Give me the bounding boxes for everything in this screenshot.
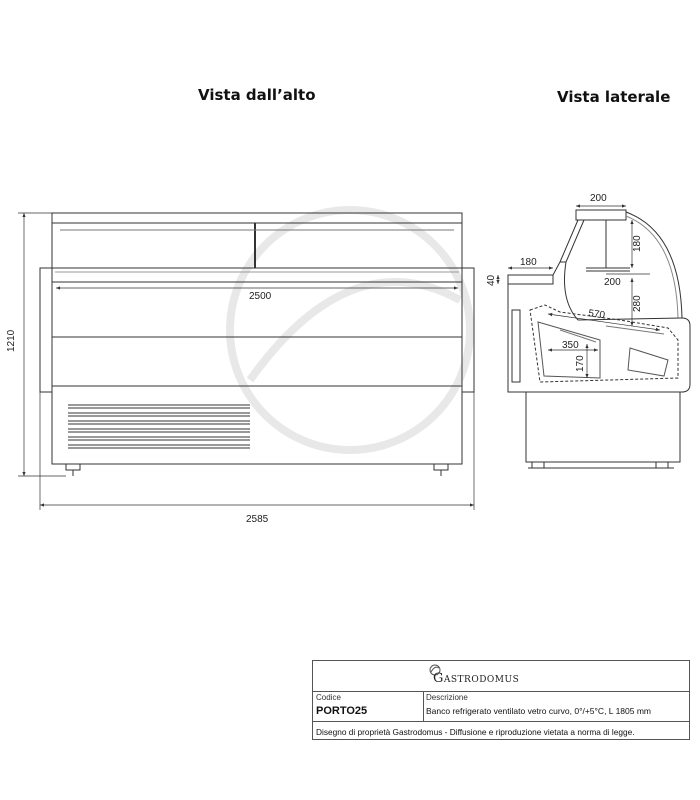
front-base-lower (52, 386, 462, 464)
dim-side-glass-height: 280 (632, 295, 643, 312)
side-view-title: Vista laterale (557, 88, 671, 106)
title-block-info-row (313, 691, 689, 722)
dim-side-shelf-height: 180 (632, 235, 643, 252)
side-top-shelf (576, 210, 626, 220)
front-foot-left (66, 464, 80, 470)
description-value: Banco refrigerato ventilato vetro curvo, 0°/+5°C, L 1805 mm (426, 706, 651, 716)
code-value: PORTO25 (316, 705, 368, 717)
dim-side-shelf-depth: 200 (604, 277, 621, 288)
dim-side-top-shelf: 200 (590, 193, 607, 204)
front-dimensions (18, 213, 474, 510)
front-foot-right (434, 464, 448, 470)
dim-side-worktop-depth: 180 (520, 257, 537, 268)
description-label: Descrizione (426, 693, 468, 702)
dim-side-display-depth: 570 (587, 308, 606, 322)
code-label: Codice (316, 693, 341, 702)
dim-front-overall-width: 2585 (246, 514, 269, 525)
ownership-notice: Disegno di proprietà Gastrodomus - Diffusione e riproduzione vietata a norma di legge. (316, 727, 635, 737)
vent-grille (68, 405, 250, 448)
title-block-logo-row (313, 661, 689, 692)
brand-name: Gastrodomus (433, 671, 520, 686)
left-side-panel (40, 268, 52, 392)
description-cell (423, 691, 689, 721)
code-cell (313, 691, 424, 721)
dim-side-tank-height: 170 (575, 355, 586, 372)
dim-side-tank-depth: 350 (562, 340, 579, 351)
watermark-logo (230, 210, 470, 450)
dim-front-inner-width: 2500 (249, 291, 272, 302)
side-worktop (508, 275, 553, 284)
dim-front-height: 1210 (6, 329, 17, 352)
title-block (312, 660, 690, 740)
front-base-upper (52, 337, 462, 386)
dim-side-worktop-thickness: 40 (486, 274, 497, 286)
side-base (526, 392, 680, 462)
top-view-title: Vista dall’alto (198, 86, 316, 104)
side-view (508, 210, 690, 468)
